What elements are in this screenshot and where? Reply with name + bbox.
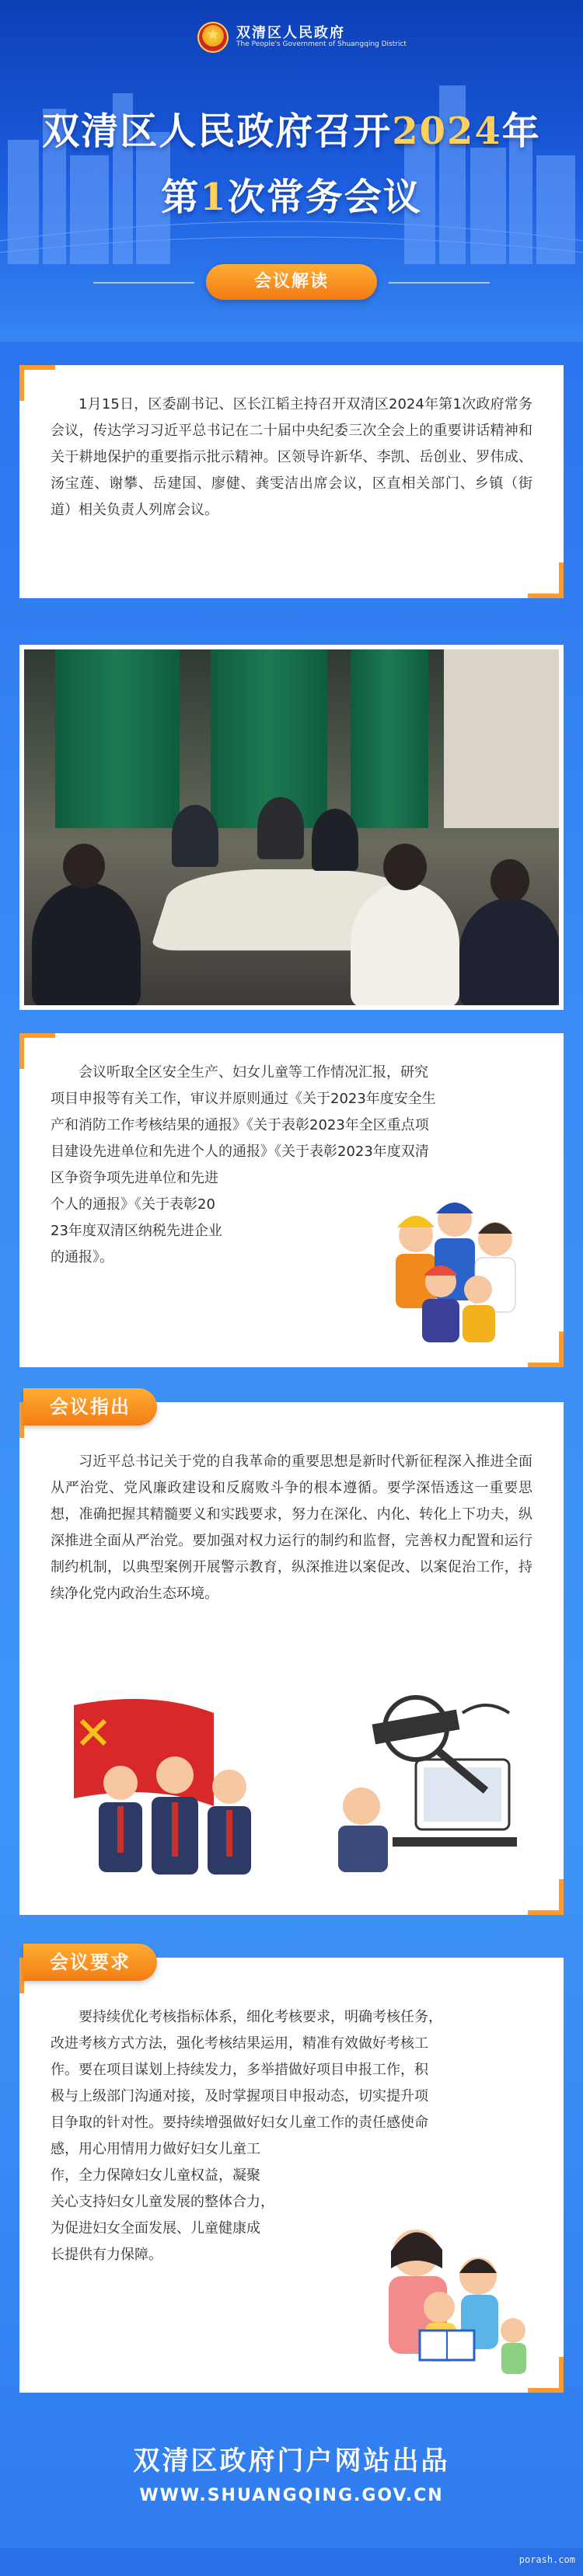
decisions-line: 23年度双清区纳税先进企业 bbox=[51, 1223, 222, 1239]
wall bbox=[444, 649, 559, 828]
section-tab-meeting-points: 会议指出 bbox=[23, 1388, 157, 1426]
requirements-line: 关心支持妇女儿童发展的整体合力， bbox=[51, 2194, 274, 2210]
party-oath-illustration bbox=[58, 1690, 284, 1884]
green-curtain-left bbox=[55, 649, 180, 828]
decisions-line: 个人的通报》《关于表彰20 bbox=[51, 1196, 215, 1213]
requirements-line: 为促进妇女全面发展、儿童健康成 bbox=[51, 2220, 260, 2237]
section-tab-meeting-requirements: 会议要求 bbox=[23, 1944, 157, 1981]
workers-illustration bbox=[369, 1181, 540, 1344]
requirements-line: 长提供有力保障。 bbox=[51, 2247, 162, 2263]
decisions-line: 区争资争项先进单位和先进 bbox=[51, 1170, 218, 1186]
title-line1-prefix: 双清区人民政府召开 bbox=[42, 110, 393, 153]
attendee-head bbox=[383, 844, 427, 890]
meeting-photo-frame bbox=[19, 645, 564, 1010]
meeting-points-card bbox=[19, 1396, 564, 1915]
header-banner bbox=[0, 0, 583, 342]
badge-right-divider bbox=[389, 282, 490, 284]
watermark: porash.com bbox=[518, 2554, 575, 2565]
meeting-requirements-card bbox=[19, 1951, 564, 2393]
anti-corruption-illustration bbox=[299, 1682, 532, 1884]
requirements-line: 目争取的针对性。要持续增强做好妇女儿童工作的责任感使命 bbox=[51, 2115, 428, 2131]
title-year: 2024 bbox=[392, 110, 502, 153]
attendee-far bbox=[172, 805, 218, 867]
attendee-head bbox=[63, 844, 105, 889]
decisions-line: 会议听取全区安全生产、妇女儿童等工作情况汇报，研究 bbox=[79, 1064, 428, 1081]
family-reading-illustration bbox=[346, 2214, 548, 2377]
meeting-points-text: 习近平总书记关于党的自我革命的重要思想是新时代新征程深入推进全面从严治党、党风廉政建设和反腐败斗争的根本遵循。要学深悟透这一重要思想，准确把握其精髓要义和实践要求，努力在深化、内化、转化上下功夫，纵深推进全面从严治党。要加强对权力运行的制约和监督，完善权力配置和运行制约机制，以典型案例开展警示教育，纵深推进以案促改、以案促治工作，持续净化党内政治生态环境。 bbox=[51, 1453, 532, 1602]
attendee-head bbox=[490, 859, 529, 903]
publisher-label: 双清区政府门户网站出品 bbox=[133, 2445, 450, 2477]
footer-strip bbox=[0, 2548, 583, 2576]
government-name: 双清区人民政府 bbox=[236, 25, 345, 41]
attendee-left bbox=[32, 882, 141, 1005]
attendee-dark-coat bbox=[459, 898, 559, 1005]
city-skyline-illustration bbox=[0, 47, 583, 264]
requirements-line: 感，用心用情用力做好妇女儿童工 bbox=[51, 2141, 260, 2157]
badge-left-divider bbox=[93, 282, 194, 284]
title-line2-prefix: 第 bbox=[161, 176, 201, 219]
requirements-line: 作，全力保障妇女儿童权益，凝聚 bbox=[51, 2167, 260, 2184]
page-title-line2 bbox=[0, 167, 583, 221]
title-line1-suffix: 年 bbox=[501, 110, 541, 153]
government-emblem-icon bbox=[197, 22, 229, 53]
decisions-line: 的通报》。 bbox=[51, 1249, 113, 1265]
decisions-card bbox=[19, 1033, 564, 1367]
green-curtain-right bbox=[351, 649, 428, 828]
meeting-interpretation-badge: 会议解读 bbox=[206, 264, 377, 300]
attendee-far bbox=[312, 809, 358, 871]
government-name-english: The People's Government of Shuangqing District bbox=[236, 40, 407, 48]
intro-text: 1月15日，区委副书记、区长江韬主持召开双清区2024年第1次政府常务会议，传达学习习近平总书记在二十届中央纪委三次全会上的重要讲话精神和关于耕地保护的重要指示批示精神。区领导许新华、李凯、岳创业、罗伟成、汤宝莲、谢攀、岳建国、廖健、龚雯洁出席会议，区直相关部门、乡镇（街道）相关负责人列席会议。 bbox=[51, 396, 532, 518]
decisions-line: 产和消防工作考核结果的通报》《关于表彰2023年全区重点项 bbox=[51, 1117, 429, 1133]
meeting-photo bbox=[24, 649, 559, 1005]
title-meeting-number: 1 bbox=[200, 176, 228, 219]
attendee-white-coat bbox=[351, 882, 459, 1005]
requirements-line: 改进考核方式方法，强化考核结果运用，精准有效做好考核工 bbox=[51, 2035, 428, 2052]
decisions-line: 项目申报等有关工作，审议并原则通过《关于2023年度安全生 bbox=[51, 1091, 436, 1107]
requirements-line: 极与上级部门沟通对接，及时掌握项目申报动态，切实提升项 bbox=[51, 2088, 428, 2104]
attendee-far bbox=[257, 797, 304, 859]
decisions-line: 目建设先进单位和先进个人的通报》《关于表彰2023年度双清 bbox=[51, 1144, 429, 1160]
requirements-line: 作。要在项目谋划上持续发力，多举措做好项目申报工作，积 bbox=[51, 2062, 428, 2078]
page-title-line1 bbox=[0, 101, 583, 155]
requirements-line: 要持续优化考核指标体系，细化考核要求，明确考核任务， bbox=[79, 2009, 442, 2025]
title-line2-suffix: 次常务会议 bbox=[227, 176, 422, 219]
intro-card bbox=[19, 365, 564, 598]
website-url[interactable]: WWW.SHUANGQING.GOV.CN bbox=[139, 2486, 444, 2505]
